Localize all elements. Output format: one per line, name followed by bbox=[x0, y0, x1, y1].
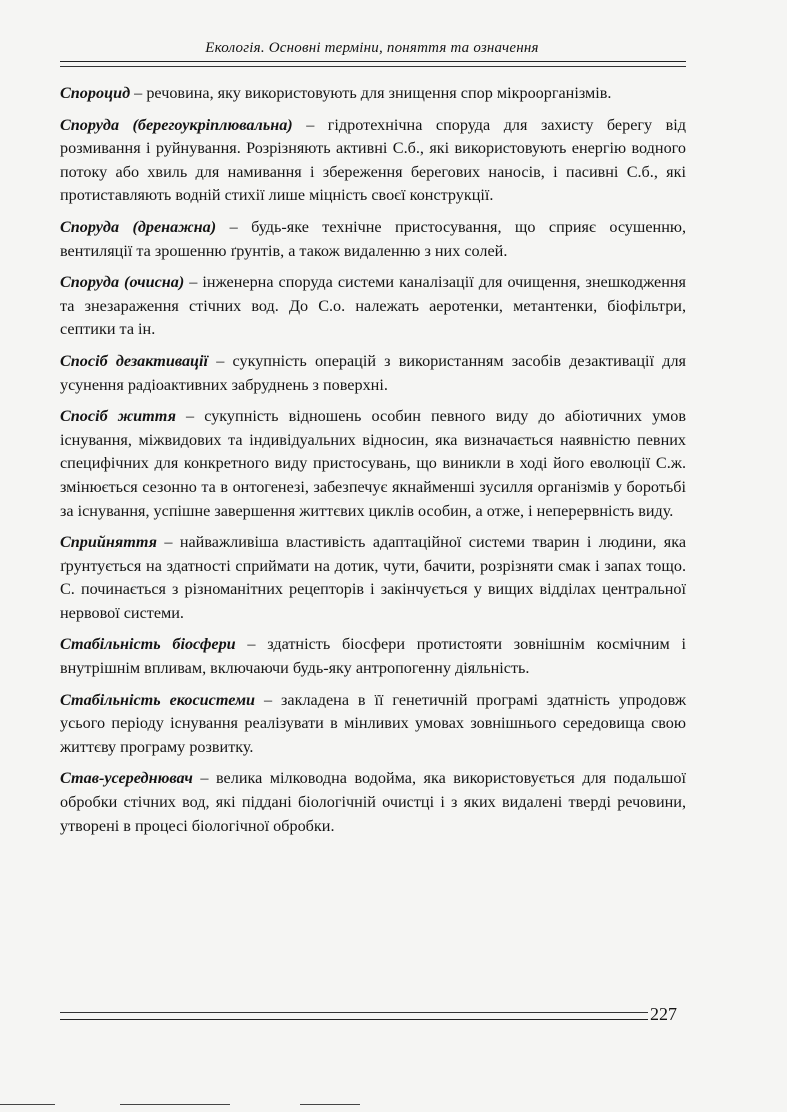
page-number: 227 bbox=[650, 1004, 677, 1024]
scan-mark bbox=[300, 1104, 360, 1105]
glossary-entry bbox=[60, 531, 686, 625]
entry-definition: – закладена в її генетичній програмі здатність упродовж усього періоду існування реалізувати в мінливих умовах зовнішнього середовища свою життєву програму розвитку. bbox=[60, 690, 687, 756]
entry-definition: – велика мілководна водойма, яка використовується для подальшої обробки стічних вод, які піддані біологічній очистці і з яких видалені тверді речовини, утворені в процесі біологічної обробки. bbox=[60, 769, 686, 835]
glossary-entry bbox=[60, 350, 686, 397]
glossary-entry bbox=[60, 216, 686, 263]
entry-term: Стабільність екосистеми bbox=[60, 690, 256, 709]
glossary-entry bbox=[60, 767, 686, 838]
scan-mark bbox=[0, 1104, 55, 1105]
glossary-body bbox=[60, 82, 686, 846]
entry-definition: – будь-яке технічне пристосування, що сприяє осушенню, вентиляції та зрошенню ґрунтів, а також видаленню з них солей. bbox=[60, 217, 687, 260]
running-header: Екологія. Основні терміни, поняття та означення bbox=[205, 40, 539, 56]
glossary-entry bbox=[60, 82, 686, 106]
glossary-entry bbox=[60, 271, 686, 342]
scan-mark bbox=[120, 1104, 230, 1105]
entry-definition: – гідротехнічна споруда для захисту берегу від розмивання і руйнування. Розрізняють активні С.б., які використовують енергію водного потоку або хвиль для намивання і збереження берегових наносів, і пасивні С.б., які протиставляють водній стихії лише міцність своєї конструкції. bbox=[60, 115, 686, 205]
entry-term: Спосіб дезактивації bbox=[60, 351, 209, 370]
entry-definition: – сукупність операцій з використанням засобів дезактивації для усунення радіоактивних забруднень з поверхні. bbox=[60, 351, 686, 394]
footer-rule-top bbox=[60, 1012, 648, 1013]
entry-term: Споруда (очисна) bbox=[60, 273, 185, 292]
entry-term: Став-усереднювач bbox=[60, 769, 193, 788]
entry-definition: – найважливіша властивість адаптаційної системи тварин і людини, яка ґрунтується на здатності сприймати на дотик, чути, бачити, розрізняти смак і запах тощо. С. починається з різноманітних рецепторів і закінчується у вищих відділах центральної нервової системи. bbox=[60, 533, 686, 622]
footer-rule-bottom bbox=[60, 1019, 648, 1020]
entry-term: Сприйняття bbox=[60, 533, 157, 552]
glossary-entry bbox=[60, 633, 686, 680]
header-rule-top bbox=[60, 61, 686, 62]
glossary-entry bbox=[60, 114, 686, 208]
scan-edge-marks bbox=[0, 1090, 787, 1112]
entry-definition: – інженерна споруда системи каналізації для очищення, знешкодження та знезараження стічних вод. До С.о. належать аеротенки, метантенки, біофільтри, септики та ін. bbox=[60, 273, 686, 339]
entry-definition: – речовина, яку використовують для знищення спор мікроорганізмів. bbox=[130, 84, 612, 102]
entry-term: Споруда (дренажна) bbox=[60, 217, 217, 236]
entry-term: Споруда (берегоукріплювальна) bbox=[60, 115, 293, 134]
entry-term: Спороцид bbox=[60, 84, 131, 102]
header-rule-bottom bbox=[60, 66, 686, 67]
entry-definition: – здатність біосфери протистояти зовнішнім космічним і внутрішнім впливам, включаючи будь-яку антропогенну діяльність. bbox=[60, 635, 686, 678]
entry-definition: – сукупність відношень особин певного виду до абіотичних умов існування, міжвидових та індивідуальних відносин, яка визначається наявністю певних специфічних для конкретного виду пристосувань, що виникли в ході його еволюції С.ж. змінюється сезонно та в онтогенезі, забезпечує якнайменші зусилля організмів у боротьбі за існування, успішне завершення життєвих циклів особин, а отже, і неперервність виду. bbox=[60, 407, 686, 520]
entry-term: Спосіб життя bbox=[60, 407, 176, 426]
glossary-entry bbox=[60, 689, 686, 760]
glossary-entry bbox=[60, 405, 686, 523]
entry-term: Стабільність біосфери bbox=[60, 635, 236, 654]
